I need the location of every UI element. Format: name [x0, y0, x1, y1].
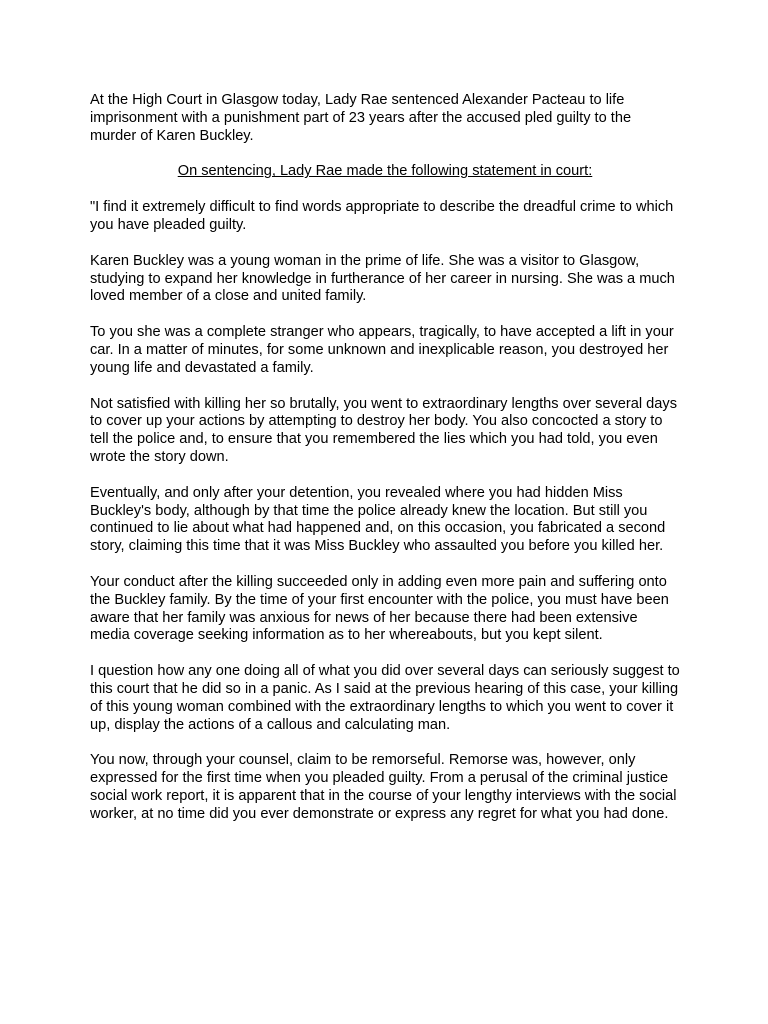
intro-paragraph: At the High Court in Glasgow today, Lady Rae sentenced Alexander Pacteau to life imprisonment with a punishment part of 23 years after the accused pled guilty to the murder of Karen Buckley.: [90, 92, 632, 144]
document-page: [90, 92, 680, 842]
statement-paragraph-2: Karen Buckley was a young woman in the prime of life. She was a visitor to Glasgow, studying to expand her knowledge in furtherance of her career in nursing. She was a much loved member of a close and united family.: [90, 252, 675, 305]
statement-paragraph-4: Not satisfied with killing her so brutally, you went to extraordinary lengths over several days to cover up your actions by attempting to destroy her body. You also concocted a story to tell the police and, to ensure that you remembered the lies which you had told, you even wrote the story down.: [90, 395, 677, 465]
statement-paragraph-5: Eventually, and only after your detention, you revealed where you had hidden Miss Buckley's body, although by that time the police already knew the location. But still you continued to lie about what had happened and, on this occasion, you fabricated a second story, claiming this time that it was Miss Buckley who assaulted you before you killed her.: [90, 484, 666, 555]
statement-paragraph-3: To you she was a complete stranger who appears, tragically, to have accepted a lift in your car. In a matter of minutes, for some unknown and inexplicable reason, you destroyed her young life and devastated a family.: [90, 324, 674, 376]
statement-paragraph-8: You now, through your counsel, claim to be remorseful. Remorse was, however, only expressed for the first time when you pleaded guilty. From a perusal of the criminal justice social work report, it is apparent that in the course of your lengthy interviews with the social worker, at no time did you ever demonstrate or express any regret for what you had done.: [90, 752, 677, 822]
statement-paragraph-1: "I find it extremely difficult to find words appropriate to describe the dreadful crime to which you have pleaded guilty.: [90, 199, 674, 233]
statement-paragraph-7: I question how any one doing all of what you did over several days can seriously suggest to this court that he did so in a panic. As I said at the previous hearing of this case, your killing of this young woman combined with the extraordinary lengths to which you went to cover it up, display the actions of a callous and calculating man.: [90, 663, 680, 733]
statement-heading: On sentencing, Lady Rae made the following statement in court:: [177, 163, 593, 180]
statement-paragraph-6: Your conduct after the killing succeeded only in adding even more pain and suffering onto the Buckley family. By the time of your first encounter with the police, you must have been aware that her family was anxious for news of her because there had been extensive media coverage seeking information as to her whereabouts, but you kept silent.: [90, 573, 669, 644]
